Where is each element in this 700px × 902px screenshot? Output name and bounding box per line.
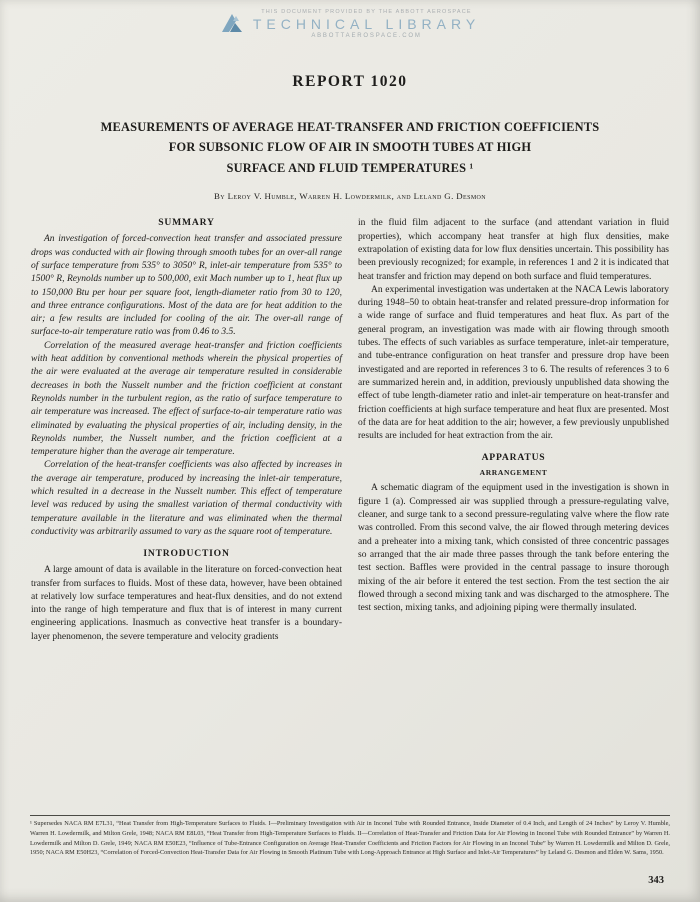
apparatus-paragraph-1: A schematic diagram of the equipment used in the investigation is shown in figure 1 (a). Compressed air was supplied through a pressure-regulating valve, cleaner, and surge tank to a second pressure-regulating valve where the flow rate was controlled. From this second valve, the air flowed through metering devices and a preheater into a mixing tank, which consisted of three concentric passages so arranged that the air made three passes through the tank before entering the test section. Baffles were provided in the central passage to insure thorough mixing of the air before it entered the test section. From the test section the air flowed through a second mixing tank and was discharged to the atmosphere. The test section, mixing tanks, and adjoining piping were thermally insulated.	[358, 483, 669, 614]
page-number: 343	[648, 875, 664, 886]
summary-paragraph-2: Correlation of the measured average heat-transfer and friction coefficients with heat addition by conventional methods wherein the physical properties of the air were evaluated at the average air temperature resulted in considerable decreases in both the Nusselt number and the friction coefficient at constant Reynolds number in the turbulent region, as the ratio of surface temperature to air temperature was increased. The effect of surface-to-air temperature ratio was eliminated by evaluating the physical properties of air, including density, in the Reynolds number, the Nusselt number, and the friction coefficient at a temperature higher than the average air temperature.	[31, 340, 342, 458]
paper-title-line1: MEASUREMENTS OF AVERAGE HEAT-TRANSFER AND FRICTION COEFFICIENTS	[100, 120, 600, 134]
summary-paragraph-1: An investigation of forced-convection heat transfer and associated pressure drops was conducted with air flowing through smooth tubes for an over-all range of surface temperature from 535° to 3050° R, inlet-air temperature from 535° to 1500° R, Reynolds number up to 500,000, exit Mach number up to 1, heat flux up to 150,000 Btu per hour per square foot, length-diameter ratio from 30 to 120, and three entrance configurations. Most of the data are for heat addition to the air; a few results are included for cooling of the air. The over-all range of surface-to-air temperature ratio was from 0.46 to 3.5.	[31, 234, 342, 338]
technical-library-title: TECHNICAL LIBRARY	[252, 16, 481, 32]
two-column-body	[31, 217, 669, 644]
byline: By Leroy V. Humble, Warren H. Lowdermilk, and Leland G. Desmon	[213, 191, 487, 202]
paper-title-line3: SURFACE AND FLUID TEMPERATURES ¹	[226, 160, 474, 175]
apparatus-heading: APPARATUS	[481, 452, 546, 464]
watermark-text-block	[253, 9, 480, 39]
website-url: ABBOTTAEROSPACE.COM	[311, 33, 422, 39]
report-number: REPORT 1020	[292, 73, 408, 90]
paper-title	[0, 117, 700, 178]
introduction-heading: INTRODUCTION	[143, 548, 230, 560]
abbott-aerospace-logo-icon	[220, 12, 244, 36]
watermark-header	[0, 0, 700, 39]
footnote-block	[30, 815, 670, 858]
arrangement-subheading: ARRANGEMENT	[479, 468, 548, 478]
introduction-paragraph-1: A large amount of data is available in the literature on forced-convection heat transfer from surfaces to fluids. Most of these data, however, have been obtained at relatively low surface temperatures and heat-flux densities, and do not extend into the range of high temperature and flux that is of interest in many current engineering applications. Inasmuch as convective heat transfer is a boundary-layer phenomenon, the severe temperature and velocity gradients	[31, 565, 342, 642]
footnote-text: ¹ Supersedes NACA RM E7L31, “Heat Transfer from High-Temperature Surfaces to Fluids. I—Preliminary Investigation with Air in Inconel Tube with Rounded Entrance, Inside Diameter of 0.4 Inch, and Length of 24 Inches” by Leroy V. Humble, Warren H. Lowdermilk, and Milton Grele, 1948; NACA RM E8L03, “Heat Transfer from High-Temperature Surfaces to Fluids. II—Correlation of Heat-Transfer and Friction Data for Air Flowing in Inconel Tube with Rounded Entrance” by Warren H. Lowdermilk and Milton D. Grele, 1949; NACA RM E50E23, “Influence of Tube-Entrance Configuration on Average Heat-Transfer Coefficients and Friction Factors for Air Flowing in an Inconel Tube” by Warren H. Lowdermilk and Milton D. Grele, 1950; NACA RM E50H23, “Correlation of Forced-Convection Heat-Transfer Data for Air Flowing in Smooth Platinum Tube with Long-Approach Entrance at High Surface and Inlet-Air Temperatures” by Leland G. Desmon and Elden W. Sams, 1950.	[30, 820, 670, 857]
paper-title-line2: FOR SUBSONIC FLOW OF AIR IN SMOOTH TUBES AT HIGH	[168, 140, 532, 155]
introduction-paragraph-2: An experimental investigation was undertaken at the NACA Lewis laboratory during 1948–50 to obtain heat-transfer and related pressure-drop information for a wide range of surface and fluid temperatures and heat flux. As part of the general program, an investigation was made with air flowing through smooth tubes. The effects of such variables as surface temperature, inlet-air temperature, and tube-entrance configuration on heat transfer and pressure drop have been investigated and are reported in references 3 to 6. The results of references 3 to 6 are summarized herein and, in addition, previously unpublished data showing the effect of tube length-diameter ratio and inlet-air temperature on heat-transfer and friction coefficients at high surface temperature and heat flux are presented. Most of the data are for heat addition to the air; however, a few previously unpublished results are included for heat extraction from the air.	[358, 284, 669, 442]
right-column	[358, 217, 669, 644]
summary-paragraph-3: Correlation of the heat-transfer coefficients was also affected by increases in the average air temperature, produced by increasing the inlet-air temperature, which resulted in a decrease in the Nusselt number. This effect of temperature level was reduced by using the smallest variation of thermal conductivity with temperature available in the literature and was eliminated when the thermal conductivity was arbitrarily assumed to vary as the square root of temperature.	[31, 460, 342, 537]
left-column	[31, 217, 342, 644]
summary-heading: SUMMARY	[158, 217, 215, 229]
footnote-rule	[30, 815, 670, 816]
introduction-continued-paragraph: in the fluid film adjacent to the surface (and attendant variation in fluid properties), which accompany heat transfer at high flux densities, make extrapolation of existing data for low flux densities uncertain. This possibility has been previously recognized; for example, in references 1 and 2 it is indicated that heat transfer and friction may depend on both surface and fluid temperatures.	[358, 218, 669, 282]
provided-by-line: THIS DOCUMENT PROVIDED BY THE ABBOTT AEROSPACE	[261, 9, 472, 15]
